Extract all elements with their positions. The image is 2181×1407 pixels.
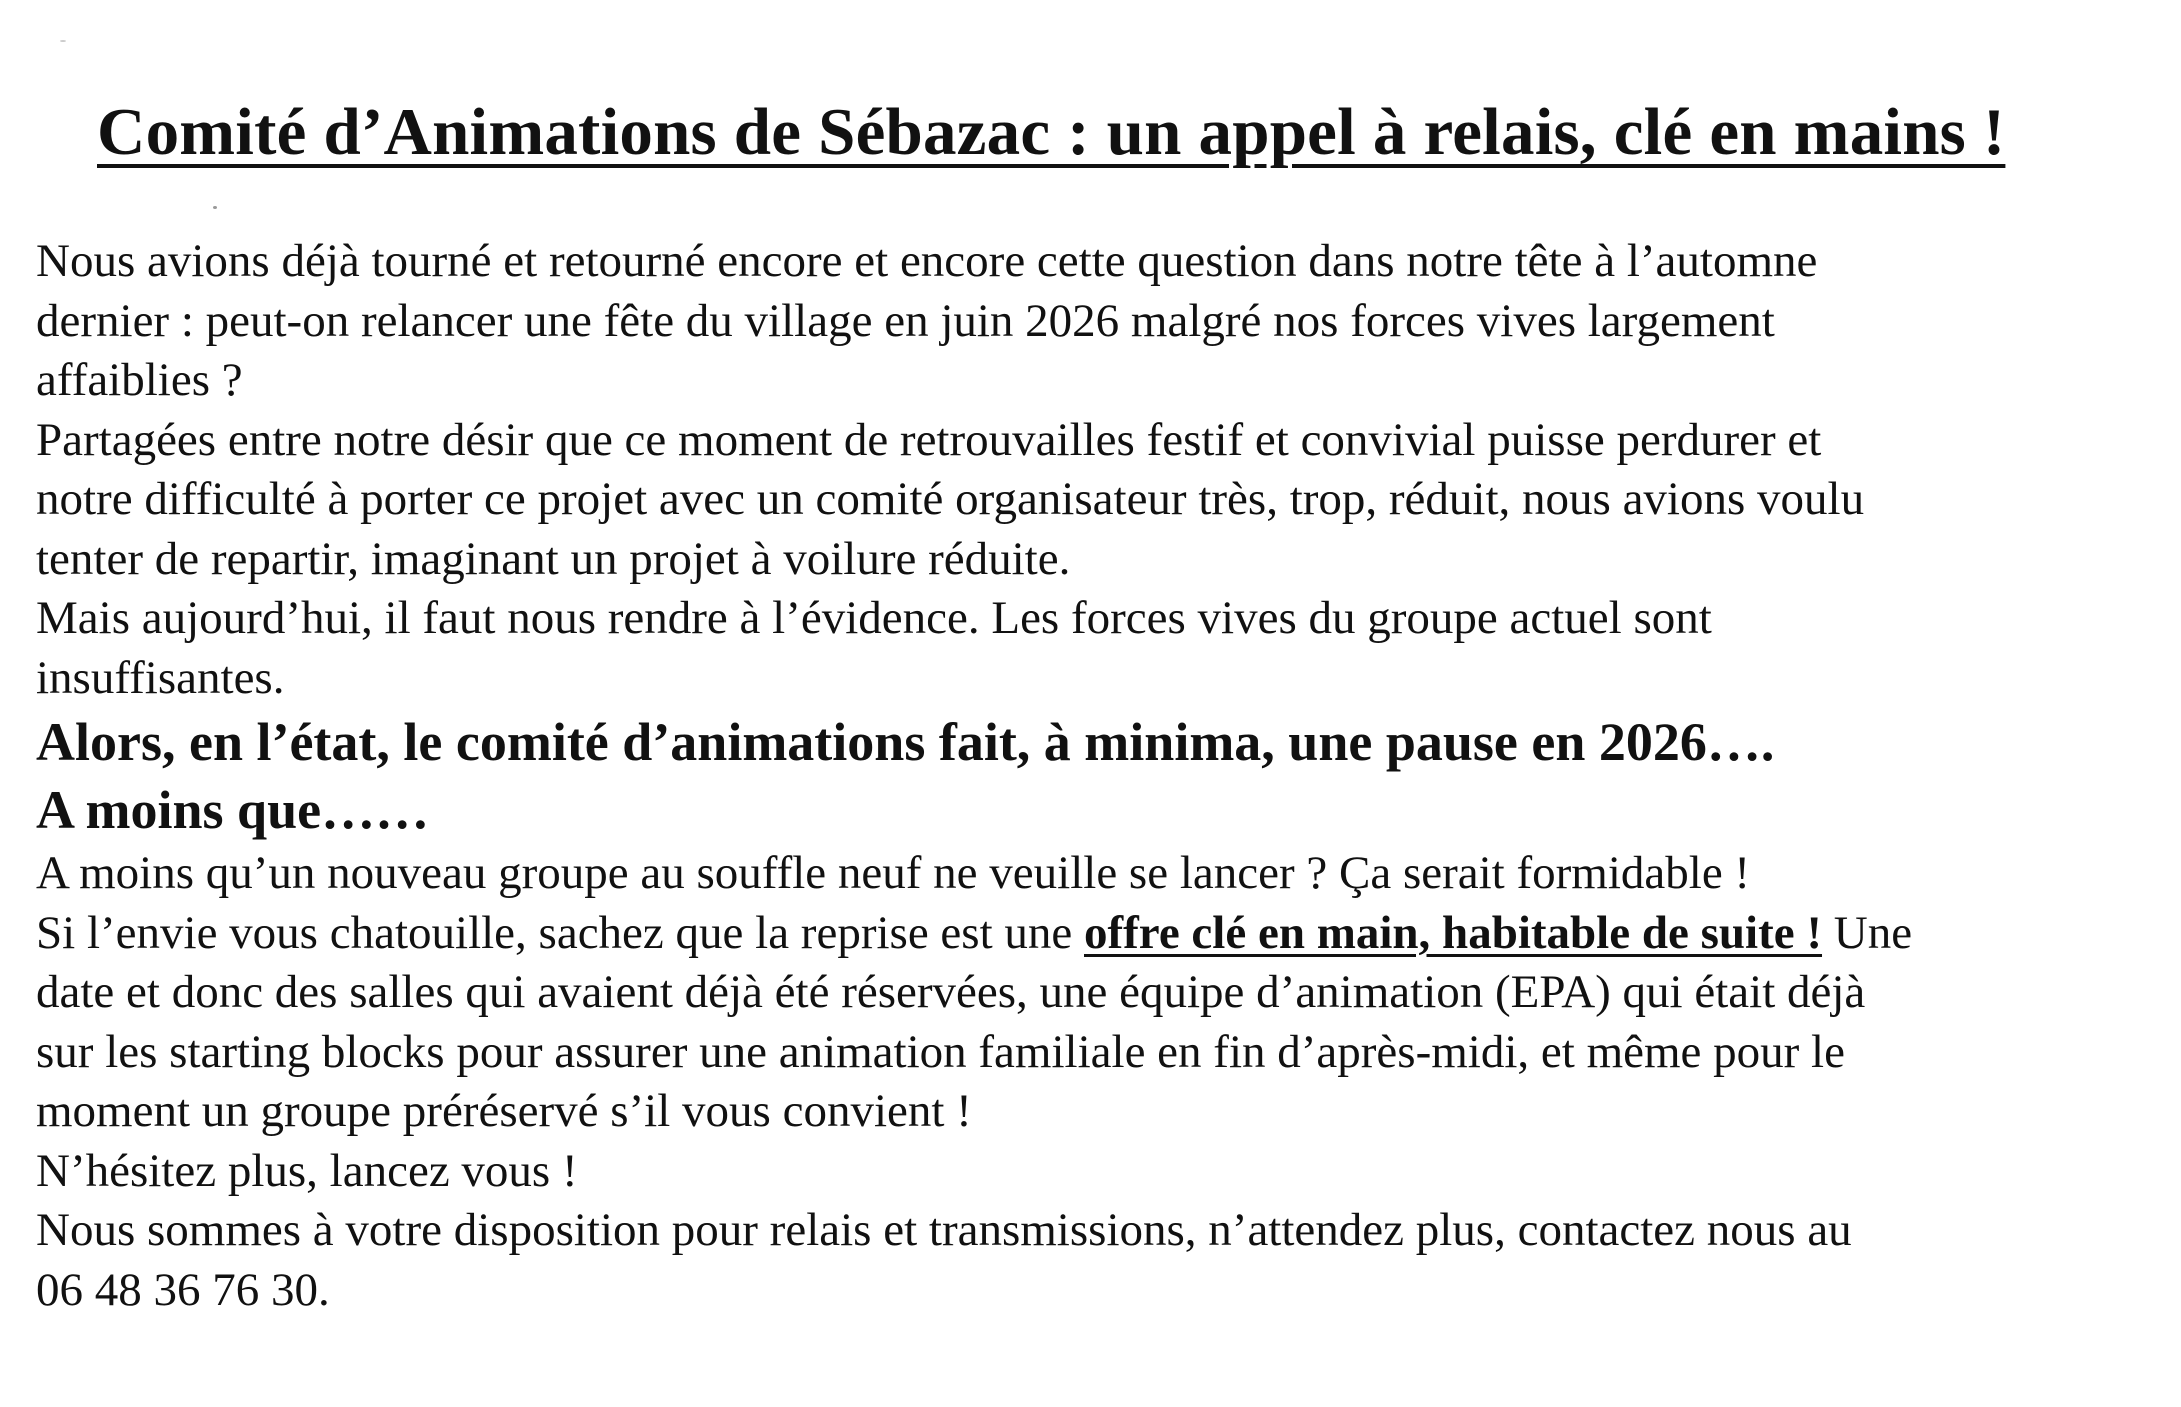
bold-subheading: A moins que…… <box>36 780 430 840</box>
scan-speck <box>213 206 217 209</box>
phone-number-line: 06 48 36 76 30. <box>36 1263 330 1316</box>
highlighted-offer: offre clé en main, habitable de suite ! <box>1084 906 1823 959</box>
article-body <box>36 232 2156 1320</box>
text-line: Partagées entre notre désir que ce moment de retrouvailles festif et convivial puisse perdurer et <box>36 413 1822 466</box>
text-line: Nous sommes à votre disposition pour relais et transmissions, n’attendez plus, contactez nous au <box>36 1204 1852 1256</box>
text-line: moment un groupe préréservé s’il vous convient ! <box>36 1085 972 1137</box>
text-line: tenter de repartir, imaginant un projet à voilure réduite. <box>36 532 1071 585</box>
text-line: dernier : peut-on relancer une fête du village en juin 2026 malgré nos forces vives largement <box>36 294 1775 347</box>
text-line-with-highlight <box>36 904 2156 964</box>
text-line: Mais aujourd’hui, il faut nous rendre à l’évidence. Les forces vives du groupe actuel sont <box>36 592 1712 644</box>
scan-speck <box>60 40 66 42</box>
text-line: sur les starting blocks pour assurer une animation familiale en fin d’après-midi, et même pour le <box>36 1025 1845 1078</box>
text-suffix: Une <box>1822 906 1913 959</box>
text-line: N’hésitez plus, lancez vous ! <box>36 1144 578 1197</box>
text-line: A moins qu’un nouveau groupe au souffle neuf ne veuille se lancer ? Ça serait formidable ! <box>36 847 1751 899</box>
page-title-text: Comité d’Animations de Sébazac : un appel à relais, clé en mains ! <box>97 95 2006 169</box>
bold-statement: Alors, en l’état, le comité d’animations fait, à minima, une pause en 2026…. <box>36 712 1775 772</box>
text-prefix: Si l’envie vous chatouille, sachez que la reprise est une <box>36 906 1084 959</box>
text-line: insuffisantes. <box>36 651 285 704</box>
page-title <box>97 92 2097 172</box>
text-line: affaiblies ? <box>36 354 243 406</box>
text-line: date et donc des salles qui avaient déjà été réservées, une équipe d’animation (EPA) qui était déjà <box>36 966 1866 1018</box>
text-line: notre difficulté à porter ce projet avec un comité organisateur très, trop, réduit, nous avions voulu <box>36 473 1865 525</box>
text-line: Nous avions déjà tourné et retourné encore et encore cette question dans notre tête à l’automne <box>36 235 1818 287</box>
